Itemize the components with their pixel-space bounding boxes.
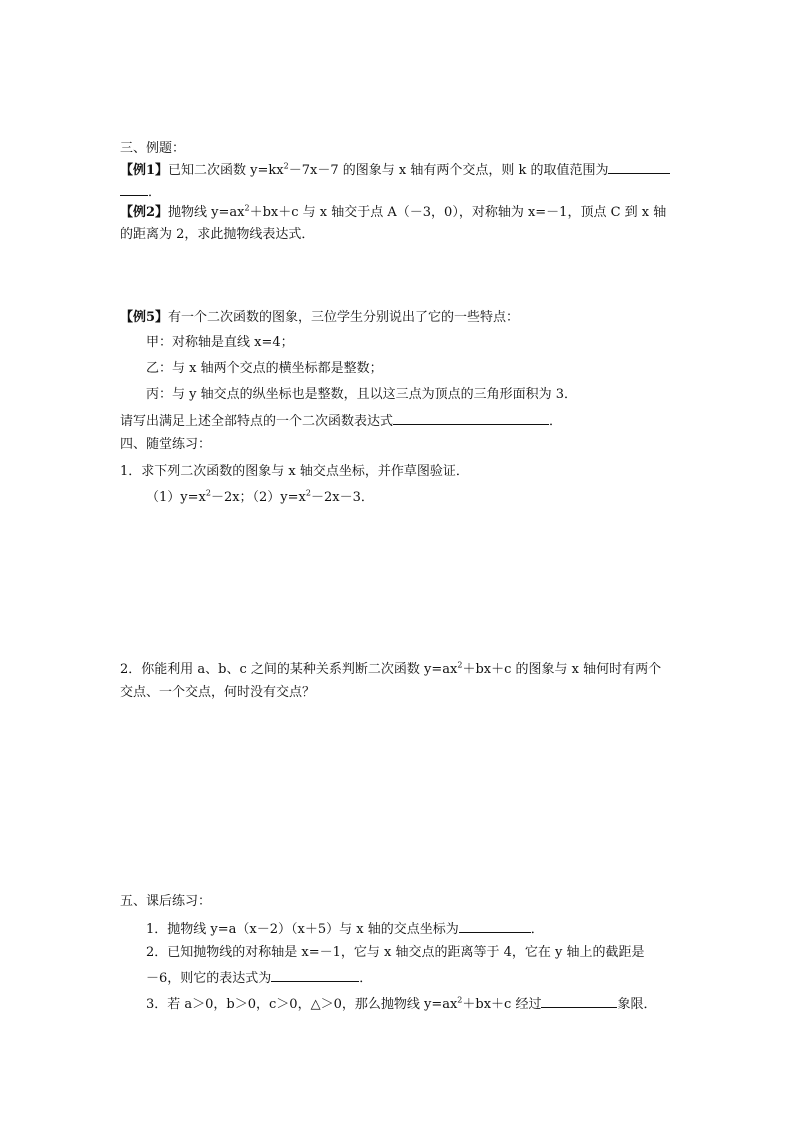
- superscript: 2: [457, 995, 463, 1005]
- example-1-tag: 【例1】: [120, 163, 169, 178]
- example-5-ask: [120, 411, 562, 431]
- answer-blank[interactable]: [608, 160, 670, 174]
- example-2-line-1: [120, 204, 666, 222]
- practice-2-text-b: ＋bx＋c 的图象与 x 轴何时有两个: [462, 662, 662, 677]
- homework-1-text: 1．抛物线 y=a（x－2）（x＋5）与 x 轴的交点坐标为: [146, 922, 459, 937]
- superscript: 2: [457, 660, 463, 670]
- answer-blank[interactable]: [120, 182, 148, 196]
- example-1-line-1: [120, 160, 670, 180]
- homework-2-end: ．: [359, 971, 373, 986]
- answer-blank[interactable]: [271, 968, 359, 982]
- example-5-tag: 【例5】: [120, 310, 169, 325]
- homework-2-text: －6，则它的表达式为: [146, 971, 272, 986]
- example-1-text-b: －7x－7 的图象与 x 轴有两个交点，则 k 的取值范围为: [288, 163, 609, 178]
- practice-2-text-a: 2．你能利用 a、b、c 之间的某种关系判断二次函数 y=ax: [120, 662, 458, 677]
- example-5-ask-end: ．: [549, 414, 563, 429]
- practice-1-item-b: －2x；（2）y=x: [210, 490, 306, 505]
- example-5-intro: [120, 309, 519, 327]
- homework-1-end: ．: [530, 922, 544, 937]
- practice-1-items: [146, 489, 374, 507]
- example-1-end: ．: [148, 185, 162, 200]
- homework-3-end: 象限．: [617, 997, 657, 1012]
- superscript: 2: [305, 488, 311, 498]
- practice-1-question: 1．求下列二次函数的图象与 x 轴交点坐标，并作草图验证．: [120, 464, 469, 479]
- section-4-heading: 四、随堂练习：: [120, 437, 212, 452]
- example-5-bing: 丙：与 y 轴交点的纵坐标也是整数，且以这三点为顶点的三角形面积为 3．: [146, 387, 578, 402]
- example-1-line-2: [120, 182, 161, 202]
- superscript: 2: [244, 203, 250, 213]
- practice-2-line-2: 交点、一个交点，何时没有交点？: [120, 685, 316, 700]
- example-2-text-a: 抛物线 y=ax: [168, 205, 245, 220]
- homework-3-text-b: ＋bx＋c 经过: [462, 997, 542, 1012]
- example-2-tag: 【例2】: [120, 205, 169, 220]
- example-2-text-b: ＋bx＋c 与 x 轴交于点 A（－3，0），对称轴为 x=－1，顶点 C 到 x 轴: [249, 205, 667, 220]
- example-5-jia: 甲：对称轴是直线 x=4；: [146, 335, 294, 350]
- superscript: 2: [283, 161, 289, 171]
- example-5-yi: 乙：与 x 轴两个交点的横坐标都是整数；: [146, 361, 383, 376]
- homework-2-line-1: 2．已知抛物线的对称轴是 x=－1，它与 x 轴交点的距离等于 4，它在 y 轴上的截距是: [146, 945, 645, 960]
- example-1-text-a: 已知二次函数 y=kx: [168, 163, 284, 178]
- example-2-line-2: 的距离为 2，求此抛物线表达式．: [120, 227, 315, 242]
- answer-blank[interactable]: [459, 919, 531, 933]
- practice-2-line-1: [120, 661, 661, 679]
- answer-blank[interactable]: [541, 994, 617, 1008]
- practice-1-item-c: －2x－3．: [310, 490, 374, 505]
- section-3-heading: 三、例题：: [120, 141, 186, 156]
- section-5-heading: 五、课后练习：: [120, 894, 212, 909]
- homework-3-text-a: 3．若 a＞0，b＞0，c＞0，△＞0，那么抛物线 y=ax: [146, 997, 458, 1012]
- answer-blank[interactable]: [393, 411, 549, 425]
- homework-1: [146, 919, 544, 939]
- example-5-ask-text: 请写出满足上述全部特点的一个二次函数表达式: [120, 414, 394, 429]
- homework-2-line-2: [146, 968, 372, 988]
- homework-3: [146, 994, 656, 1014]
- example-5-intro-text: 有一个二次函数的图象，三位学生分别说出了它的一些特点：: [168, 310, 520, 325]
- practice-1-item-a: （1）y=x: [146, 490, 206, 505]
- superscript: 2: [205, 488, 211, 498]
